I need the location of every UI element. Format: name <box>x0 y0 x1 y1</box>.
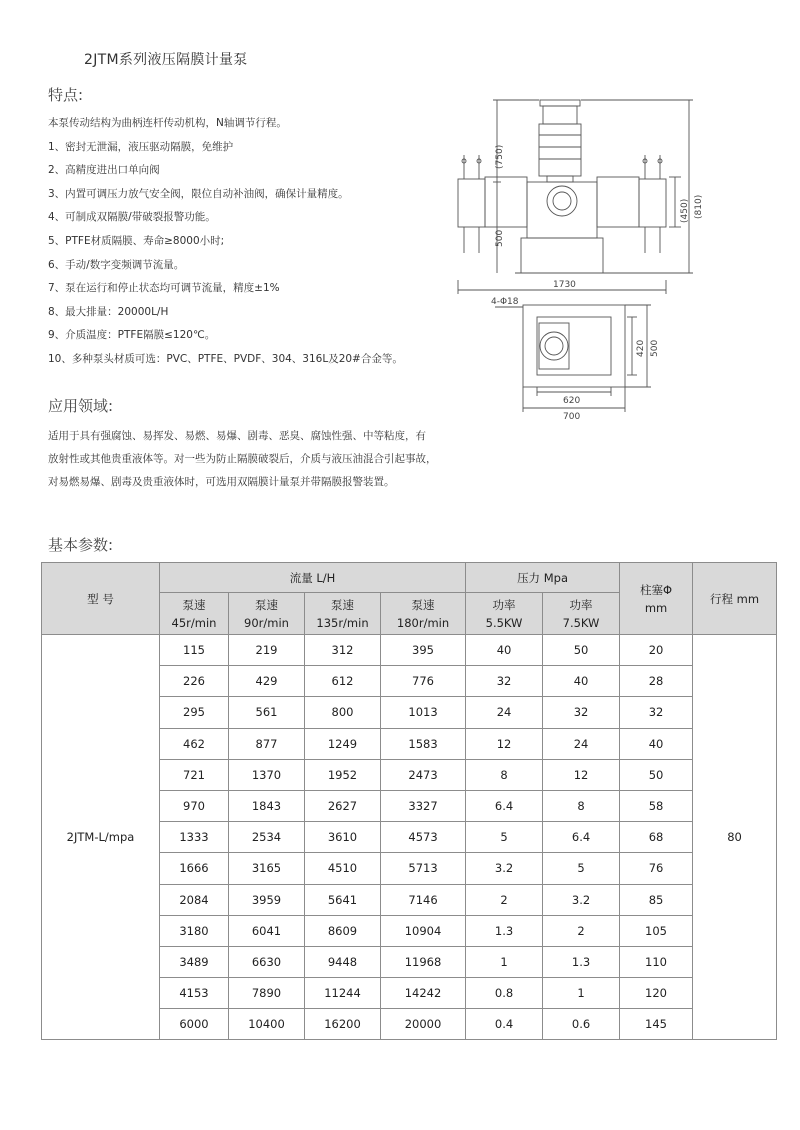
table-cell: 58 <box>620 790 693 821</box>
header-pressure: 压力 Mpa <box>466 563 620 593</box>
table-cell: 10400 <box>229 1009 305 1040</box>
table-cell: 395 <box>381 635 466 666</box>
power-value: 5.5KW <box>485 615 523 630</box>
table-cell: 4153 <box>160 978 229 1009</box>
table-cell: 2534 <box>229 822 305 853</box>
table-cell: 429 <box>229 666 305 697</box>
table-cell: 8 <box>466 759 543 790</box>
power-label: 功率 <box>492 597 516 612</box>
header-speed <box>160 593 229 635</box>
header-plunger-line2: mm <box>644 600 668 615</box>
feature-item: 8、最大排量：20000L/H <box>48 305 169 318</box>
dim-label: 420 <box>636 339 646 357</box>
table-cell: 4573 <box>381 822 466 853</box>
parameter-table <box>41 562 777 1040</box>
table-cell: 85 <box>620 884 693 915</box>
power-value: 7.5KW <box>562 615 600 630</box>
table-cell: 20000 <box>381 1009 466 1040</box>
table-cell: 120 <box>620 978 693 1009</box>
feature-item: 9、介质温度：PTFE隔膜≤120℃。 <box>48 329 216 342</box>
table-cell: 40 <box>543 666 620 697</box>
table-cell: 2473 <box>381 759 466 790</box>
features-heading: 特点: <box>48 86 84 104</box>
speed-value: 90r/min <box>244 615 289 630</box>
feature-item: 6、手动/数字变频调节流量。 <box>48 258 185 271</box>
table-cell: 1843 <box>229 790 305 821</box>
dim-label: 1730 <box>553 280 576 290</box>
speed-value: 135r/min <box>316 615 369 630</box>
header-plunger-line1: 柱塞Φ <box>640 582 673 597</box>
table-cell: 800 <box>305 697 381 728</box>
speed-value: 45r/min <box>171 615 217 630</box>
table-cell: 9448 <box>305 946 381 977</box>
table-cell: 6041 <box>229 915 305 946</box>
header-flow: 流量 L/H <box>160 563 466 593</box>
header-stroke: 行程 mm <box>693 563 777 635</box>
table-cell: 1583 <box>381 728 466 759</box>
header-speed <box>229 593 305 635</box>
application-line: 适用于具有强腐蚀、易挥发、易燃、易爆、剧毒、恶臭、腐蚀性强、中等粘度，有 <box>48 430 426 442</box>
table-cell: 3.2 <box>466 853 543 884</box>
speed-label: 泵速 <box>182 597 206 612</box>
table-cell: 32 <box>466 666 543 697</box>
table-cell: 4510 <box>305 853 381 884</box>
header-model: 型 号 <box>42 563 160 635</box>
table-cell: 6630 <box>229 946 305 977</box>
table-cell: 1333 <box>160 822 229 853</box>
table-cell: 3180 <box>160 915 229 946</box>
table-cell: 970 <box>160 790 229 821</box>
table-cell: 40 <box>466 635 543 666</box>
feature-item: 1、密封无泄漏，液压驱动隔膜，免维护 <box>48 140 234 153</box>
table-cell: 6000 <box>160 1009 229 1040</box>
power-label: 功率 <box>569 597 593 612</box>
table-cell: 50 <box>620 759 693 790</box>
dim-label: 620 <box>563 396 581 406</box>
table-cell: 462 <box>160 728 229 759</box>
table-cell: 1013 <box>381 697 466 728</box>
application-line: 对易燃易爆、剧毒及贵重液体时，可选用双隔膜计量泵并带隔膜报警装置。 <box>48 476 395 488</box>
table-cell: 1 <box>543 978 620 1009</box>
feature-item: 本泵传动结构为曲柄连杆传动机构，N轴调节行程。 <box>48 117 287 129</box>
table-cell: 721 <box>160 759 229 790</box>
dim-label: 500 <box>495 229 505 247</box>
table-cell: 2 <box>543 915 620 946</box>
table-cell: 3610 <box>305 822 381 853</box>
table-cell: 14242 <box>381 978 466 1009</box>
table-cell: 3.2 <box>543 884 620 915</box>
table-cell: 28 <box>620 666 693 697</box>
table-row <box>42 635 777 666</box>
dim-label: 500 <box>650 339 660 357</box>
header-speed <box>381 593 466 635</box>
dim-label: (750) <box>495 144 505 169</box>
table-cell: 12 <box>466 728 543 759</box>
table-cell: 32 <box>620 697 693 728</box>
feature-item: 5、PTFE材质隔膜、寿命≥8000小时; <box>48 234 225 247</box>
table-cell: 1370 <box>229 759 305 790</box>
table-cell: 3489 <box>160 946 229 977</box>
feature-item: 4、可制成双隔膜/带破裂报警功能。 <box>48 211 216 224</box>
header-speed <box>305 593 381 635</box>
pump-dimension-drawing <box>455 95 755 425</box>
table-cell: 7146 <box>381 884 466 915</box>
table-cell: 24 <box>466 697 543 728</box>
table-cell: 1952 <box>305 759 381 790</box>
params-heading: 基本参数: <box>48 536 114 554</box>
table-cell: 145 <box>620 1009 693 1040</box>
table-cell: 226 <box>160 666 229 697</box>
table-cell: 1249 <box>305 728 381 759</box>
speed-value: 180r/min <box>396 615 450 630</box>
table-cell: 5 <box>543 853 620 884</box>
table-cell: 612 <box>305 666 381 697</box>
table-cell: 68 <box>620 822 693 853</box>
model-cell: 2JTM-L/mpa <box>42 635 160 1040</box>
table-cell: 10904 <box>381 915 466 946</box>
feature-item: 10、多种泵头材质可选：PVC、PTFE、PVDF、304、316L及20#合金等。 <box>48 352 403 365</box>
feature-item: 7、泵在运行和停止状态均可调节流量，精度±1% <box>48 282 280 295</box>
dim-label: 700 <box>563 412 581 422</box>
table-cell: 3327 <box>381 790 466 821</box>
table-cell: 1.3 <box>543 946 620 977</box>
table-cell: 6.4 <box>466 790 543 821</box>
table-cell: 5 <box>466 822 543 853</box>
table-cell: 6.4 <box>543 822 620 853</box>
speed-label: 泵速 <box>255 597 278 612</box>
table-cell: 40 <box>620 728 693 759</box>
document-title: 2JTM系列液压隔膜计量泵 <box>84 52 248 68</box>
table-cell: 1 <box>466 946 543 977</box>
table-cell: 24 <box>543 728 620 759</box>
table-cell: 312 <box>305 635 381 666</box>
table-cell: 0.6 <box>543 1009 620 1040</box>
table-cell: 50 <box>543 635 620 666</box>
table-cell: 16200 <box>305 1009 381 1040</box>
table-cell: 8609 <box>305 915 381 946</box>
speed-label: 泵速 <box>411 597 435 612</box>
header-power <box>466 593 543 635</box>
table-cell: 3165 <box>229 853 305 884</box>
table-cell: 11968 <box>381 946 466 977</box>
table-cell: 11244 <box>305 978 381 1009</box>
table-cell: 877 <box>229 728 305 759</box>
feature-item: 3、内置可调压力放气安全阀，限位自动补油阀，确保计量精度。 <box>48 187 349 200</box>
table-cell: 0.8 <box>466 978 543 1009</box>
table-cell: 7890 <box>229 978 305 1009</box>
table-cell: 105 <box>620 915 693 946</box>
table-cell: 5641 <box>305 884 381 915</box>
dim-label: (810) <box>694 194 704 219</box>
table-cell: 1666 <box>160 853 229 884</box>
table-cell: 776 <box>381 666 466 697</box>
application-text <box>48 425 508 494</box>
header-power <box>543 593 620 635</box>
table-cell: 20 <box>620 635 693 666</box>
table-cell: 295 <box>160 697 229 728</box>
table-cell: 5713 <box>381 853 466 884</box>
stroke-cell: 80 <box>693 635 777 1040</box>
table-cell: 1.3 <box>466 915 543 946</box>
table-cell: 219 <box>229 635 305 666</box>
table-cell: 110 <box>620 946 693 977</box>
application-heading: 应用领域: <box>48 397 114 415</box>
table-cell: 76 <box>620 853 693 884</box>
table-cell: 561 <box>229 697 305 728</box>
application-line: 放射性或其他贵重液体等。对一些为防止隔膜破裂后，介质与液压油混合引起事故， <box>48 453 437 465</box>
table-cell: 0.4 <box>466 1009 543 1040</box>
table-cell: 8 <box>543 790 620 821</box>
table-cell: 115 <box>160 635 229 666</box>
table-cell: 12 <box>543 759 620 790</box>
speed-label: 泵速 <box>331 597 354 612</box>
table-cell: 32 <box>543 697 620 728</box>
features-list <box>48 112 488 372</box>
table-cell: 3959 <box>229 884 305 915</box>
table-cell: 2627 <box>305 790 381 821</box>
dim-label: (450) <box>680 198 690 223</box>
header-plunger <box>620 563 693 635</box>
table-cell: 2084 <box>160 884 229 915</box>
table-cell: 2 <box>466 884 543 915</box>
dim-label: 4-Φ18 <box>491 297 519 307</box>
feature-item: 2、高精度进出口单向阀 <box>48 164 160 177</box>
